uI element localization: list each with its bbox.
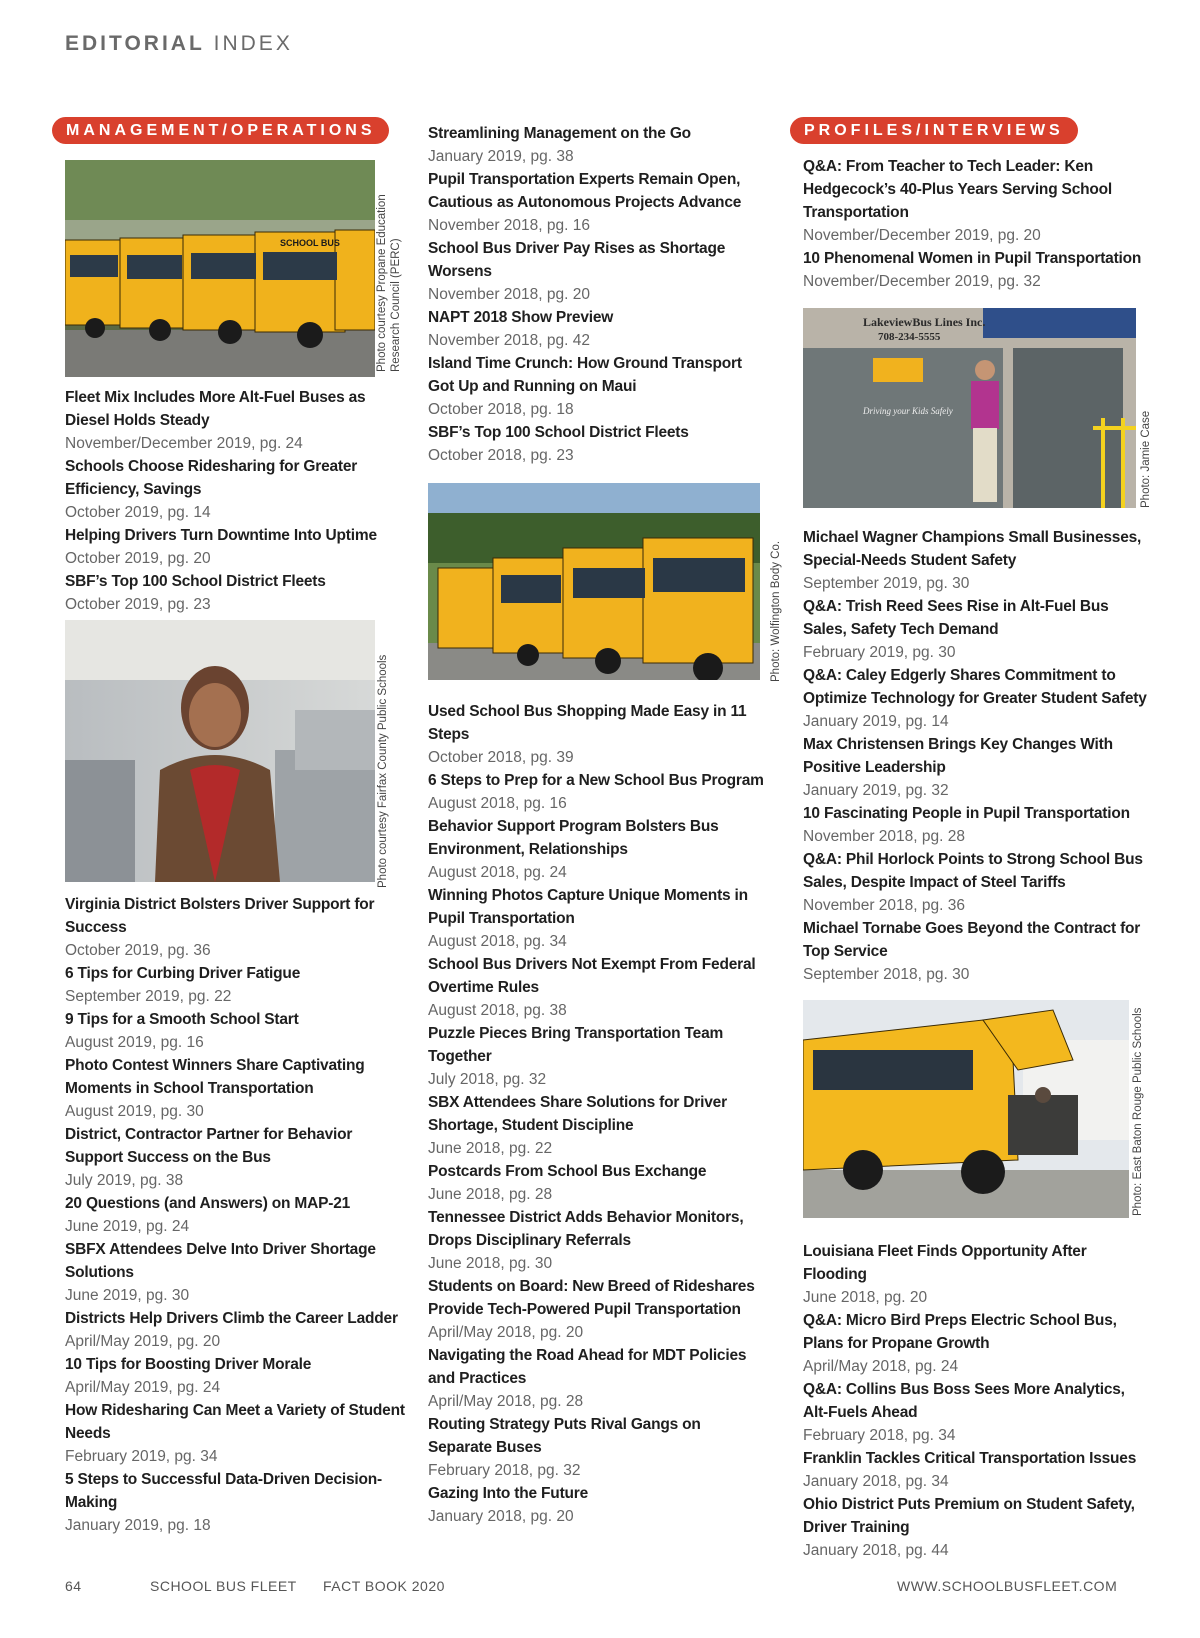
list-item[interactable] <box>428 953 768 1022</box>
list-item[interactable] <box>65 1192 410 1238</box>
entry-date: August 2019, pg. 30 <box>65 1103 204 1120</box>
list-item[interactable] <box>65 570 410 616</box>
list-profiles-b <box>803 526 1153 986</box>
list-item[interactable] <box>65 1353 410 1399</box>
entry-date: February 2018, pg. 32 <box>428 1462 581 1479</box>
list-item[interactable] <box>803 595 1153 664</box>
list-item[interactable] <box>803 526 1153 595</box>
list-item[interactable] <box>65 1307 410 1353</box>
entry-date: April/May 2019, pg. 20 <box>65 1333 221 1350</box>
entry-date: November 2018, pg. 28 <box>803 828 965 845</box>
list-item[interactable] <box>428 1206 768 1275</box>
section-label-management: MANAGEMENT/OPERATIONS <box>52 117 389 144</box>
entry-date: January 2019, pg. 38 <box>428 148 574 165</box>
photo-bus-fleet <box>65 160 375 377</box>
photo-credit-perc-line2: Research Council (PERC) <box>390 238 402 372</box>
list-management-b <box>65 893 410 1537</box>
entry-date: January 2019, pg. 14 <box>803 713 949 730</box>
entry-title: Max Christensen Brings Key Changes With Positive Leadership <box>803 736 1113 776</box>
entry-title: Districts Help Drivers Climb the Career Ladder <box>65 1310 398 1327</box>
entry-title: 10 Phenomenal Women in Pupil Transportation <box>803 250 1142 267</box>
list-item[interactable] <box>428 237 758 306</box>
entry-date: October 2019, pg. 20 <box>65 550 211 567</box>
list-item[interactable] <box>428 1413 768 1482</box>
photo-credit-jamie-case: Photo: Jamie Case <box>1140 410 1152 508</box>
header-bold: EDITORIAL <box>65 32 205 55</box>
entry-date: January 2018, pg. 34 <box>803 1473 949 1490</box>
entry-title: SBF’s Top 100 School District Fleets <box>428 424 689 441</box>
entry-date: January 2018, pg. 44 <box>803 1542 949 1559</box>
list-profiles-c <box>803 1240 1153 1562</box>
list-item[interactable] <box>65 524 410 570</box>
entry-date: July 2018, pg. 32 <box>428 1071 547 1088</box>
list-item[interactable] <box>428 421 758 467</box>
entry-title: Fleet Mix Includes More Alt-Fuel Buses as Diesel Holds Steady <box>65 389 366 429</box>
entry-date: February 2019, pg. 30 <box>803 644 956 661</box>
list-item[interactable] <box>428 1482 768 1528</box>
list-item[interactable] <box>428 815 768 884</box>
list-item[interactable] <box>65 455 410 524</box>
list-item[interactable] <box>428 884 768 953</box>
entry-title: Q&A: Phil Horlock Points to Strong School Bus Sales, Despite Impact of Steel Tariffs <box>803 851 1143 891</box>
entry-title: Q&A: Trish Reed Sees Rise in Alt-Fuel Bus Sales, Safety Tech Demand <box>803 598 1109 638</box>
list-item[interactable] <box>803 1378 1153 1447</box>
entry-title: Q&A: Caley Edgerly Shares Commitment to Optimize Technology for Greater Student Safety <box>803 667 1147 707</box>
list-item[interactable] <box>65 1468 410 1537</box>
entry-date: November/December 2019, pg. 24 <box>65 435 303 452</box>
entry-title: Franklin Tackles Critical Transportation Issues <box>803 1450 1137 1467</box>
entry-date: August 2019, pg. 16 <box>65 1034 204 1051</box>
photo-man-at-storefront <box>803 308 1136 508</box>
list-item[interactable] <box>65 893 410 962</box>
storefront-phone-text: 708-234-5555 <box>878 331 941 343</box>
photo-woman-on-bus <box>65 620 375 882</box>
entry-date: August 2018, pg. 24 <box>428 864 567 881</box>
storefront-sign-text: LakeviewBus Lines Inc. <box>863 315 986 329</box>
list-item[interactable] <box>803 802 1153 848</box>
list-management-c <box>428 122 758 467</box>
entry-date: October 2018, pg. 23 <box>428 447 574 464</box>
entry-date: September 2018, pg. 30 <box>803 966 970 983</box>
entry-title: School Bus Drivers Not Exempt From Federal Overtime Rules <box>428 956 756 996</box>
entry-date: June 2018, pg. 30 <box>428 1255 553 1272</box>
list-item[interactable] <box>803 1447 1153 1493</box>
photo-credit-fairfax: Photo courtesy Fairfax County Public Schools <box>377 654 389 888</box>
list-item[interactable] <box>428 1344 768 1413</box>
entry-title: Winning Photos Capture Unique Moments in Pupil Transportation <box>428 887 748 927</box>
entry-title: Ohio District Puts Premium on Student Safety, Driver Training <box>803 1496 1135 1536</box>
list-item[interactable] <box>428 122 758 168</box>
list-item[interactable] <box>428 769 768 815</box>
list-management-a <box>65 386 410 616</box>
footer-magazine: SCHOOL BUS FLEET <box>150 1578 297 1594</box>
footer-url[interactable]: WWW.SCHOOLBUSFLEET.COM <box>897 1578 1118 1594</box>
entry-title: Postcards From School Bus Exchange <box>428 1163 707 1180</box>
entry-title: 5 Steps to Successful Data-Driven Decision-Making <box>65 1471 382 1511</box>
entry-date: November/December 2019, pg. 32 <box>803 273 1041 290</box>
entry-title: Q&A: From Teacher to Tech Leader: Ken Hedgecock’s 40-Plus Years Serving School Transportation <box>803 158 1113 221</box>
entry-date: August 2018, pg. 16 <box>428 795 567 812</box>
entry-title: Behavior Support Program Bolsters Bus Environment, Relationships <box>428 818 719 858</box>
entry-date: June 2018, pg. 28 <box>428 1186 553 1203</box>
entry-title: 6 Steps to Prep for a New School Bus Program <box>428 772 764 789</box>
list-item[interactable] <box>428 306 758 352</box>
list-item[interactable] <box>65 1399 410 1468</box>
entry-title: 6 Tips for Curbing Driver Fatigue <box>65 965 301 982</box>
list-item[interactable] <box>803 1240 1153 1309</box>
entry-date: September 2019, pg. 22 <box>65 988 232 1005</box>
list-item[interactable] <box>803 848 1153 917</box>
entry-title: Michael Wagner Champions Small Businesses, Special-Needs Student Safety <box>803 529 1142 569</box>
list-item[interactable] <box>428 352 758 421</box>
entry-date: April/May 2018, pg. 28 <box>428 1393 584 1410</box>
page-header <box>65 32 293 56</box>
entry-date: January 2019, pg. 32 <box>803 782 949 799</box>
list-item[interactable] <box>803 733 1153 802</box>
entry-date: November 2018, pg. 16 <box>428 217 590 234</box>
list-item[interactable] <box>65 1008 410 1054</box>
list-item[interactable] <box>803 247 1153 293</box>
list-item[interactable] <box>65 1238 410 1307</box>
entry-date: August 2018, pg. 34 <box>428 933 567 950</box>
entry-date: April/May 2018, pg. 24 <box>803 1358 959 1375</box>
entry-title: 10 Tips for Boosting Driver Morale <box>65 1356 312 1373</box>
list-item[interactable] <box>428 168 758 237</box>
entry-date: October 2019, pg. 14 <box>65 504 211 521</box>
list-item[interactable] <box>428 700 768 769</box>
buses-wolfington-illustration <box>428 483 760 680</box>
list-item[interactable] <box>803 1493 1153 1562</box>
woman-on-bus-illustration <box>65 620 375 882</box>
photo-credit-perc-line1: Photo courtesy Propane Education <box>376 194 388 372</box>
entry-title: Streamlining Management on the Go <box>428 125 691 142</box>
photo-buses-wolfington <box>428 483 760 680</box>
entry-title: School Bus Driver Pay Rises as Shortage Worsens <box>428 240 726 280</box>
entry-title: Island Time Crunch: How Ground Transport Got Up and Running on Maui <box>428 355 742 395</box>
list-item[interactable] <box>803 664 1153 733</box>
entry-title: Schools Choose Ridesharing for Greater Efficiency, Savings <box>65 458 358 498</box>
entry-title: 10 Fascinating People in Pupil Transportation <box>803 805 1130 822</box>
entry-date: August 2018, pg. 38 <box>428 1002 567 1019</box>
entry-title: SBF’s Top 100 School District Fleets <box>65 573 326 590</box>
man-at-storefront-illustration <box>803 308 1136 508</box>
footer-issue: FACT BOOK 2020 <box>323 1578 445 1594</box>
entry-date: January 2019, pg. 18 <box>65 1517 211 1534</box>
entry-title: Pupil Transportation Experts Remain Open, Cautious as Autonomous Projects Advance <box>428 171 742 211</box>
list-item[interactable] <box>65 962 410 1008</box>
entry-title: Q&A: Collins Bus Boss Sees More Analytics, Alt-Fuels Ahead <box>803 1381 1125 1421</box>
entry-date: April/May 2019, pg. 24 <box>65 1379 221 1396</box>
entry-date: June 2018, pg. 20 <box>803 1289 928 1306</box>
entry-title: Helping Drivers Turn Downtime Into Uptime <box>65 527 377 544</box>
entry-date: June 2018, pg. 22 <box>428 1140 553 1157</box>
entry-date: June 2019, pg. 24 <box>65 1218 190 1235</box>
entry-date: November/December 2019, pg. 20 <box>803 227 1041 244</box>
entry-date: November 2018, pg. 42 <box>428 332 590 349</box>
bus-sign-text: SCHOOL BUS <box>280 238 340 248</box>
entry-date: April/May 2018, pg. 20 <box>428 1324 584 1341</box>
entry-title: Tennessee District Adds Behavior Monitors, Drops Disciplinary Referrals <box>428 1209 744 1249</box>
entry-date: November 2018, pg. 36 <box>803 897 965 914</box>
list-profiles-a <box>803 155 1153 293</box>
list-item[interactable] <box>428 1275 768 1344</box>
entry-title: Virginia District Bolsters Driver Support for Success <box>65 896 375 936</box>
entry-title: Students on Board: New Breed of Rideshares Provide Tech-Powered Pupil Transportation <box>428 1278 755 1318</box>
list-item[interactable] <box>803 155 1153 247</box>
list-item[interactable] <box>803 1309 1153 1378</box>
entry-date: October 2018, pg. 39 <box>428 749 574 766</box>
photo-credit-perc <box>375 194 403 372</box>
entry-date: February 2019, pg. 34 <box>65 1448 218 1465</box>
section-label-profiles: PROFILES/INTERVIEWS <box>790 117 1078 144</box>
bus-fleet-illustration <box>65 160 375 377</box>
entry-title: Photo Contest Winners Share Captivating Moments in School Transportation <box>65 1057 365 1097</box>
entry-title: Routing Strategy Puts Rival Gangs on Separate Buses <box>428 1416 701 1456</box>
entry-title: District, Contractor Partner for Behavior Support Success on the Bus <box>65 1126 353 1166</box>
entry-title: Used School Bus Shopping Made Easy in 11 Steps <box>428 703 747 743</box>
entry-date: June 2019, pg. 30 <box>65 1287 190 1304</box>
photo-credit-ebr: Photo: East Baton Rouge Public Schools <box>1132 1007 1144 1216</box>
list-management-d <box>428 700 768 1528</box>
photo-bus-repair <box>803 1000 1129 1218</box>
entry-title: SBFX Attendees Delve Into Driver Shortage Solutions <box>65 1241 376 1281</box>
storefront-window-text: Driving your Kids Safely <box>863 406 953 416</box>
entry-date: November 2018, pg. 20 <box>428 286 590 303</box>
list-item[interactable] <box>428 1160 768 1206</box>
list-item[interactable] <box>428 1022 768 1091</box>
entry-title: 9 Tips for a Smooth School Start <box>65 1011 299 1028</box>
bus-repair-illustration <box>803 1000 1129 1218</box>
entry-date: January 2018, pg. 20 <box>428 1508 574 1525</box>
entry-date: February 2018, pg. 34 <box>803 1427 956 1444</box>
list-item[interactable] <box>65 1054 410 1123</box>
entry-title: Michael Tornabe Goes Beyond the Contract for Top Service <box>803 920 1141 960</box>
entry-title: Puzzle Pieces Bring Transportation Team Together <box>428 1025 724 1065</box>
list-item[interactable] <box>65 1123 410 1192</box>
entry-title: NAPT 2018 Show Preview <box>428 309 614 326</box>
header-light: INDEX <box>213 32 293 55</box>
entry-date: October 2018, pg. 18 <box>428 401 574 418</box>
list-item[interactable] <box>65 386 410 455</box>
page-number: 64 <box>65 1578 82 1594</box>
entry-title: Louisiana Fleet Finds Opportunity After Flooding <box>803 1243 1087 1283</box>
photo-credit-wolfington: Photo: Wolfington Body Co. <box>770 540 782 682</box>
entry-title: Q&A: Micro Bird Preps Electric School Bus, Plans for Propane Growth <box>803 1312 1117 1352</box>
entry-date: July 2019, pg. 38 <box>65 1172 184 1189</box>
list-item[interactable] <box>428 1091 768 1160</box>
entry-title: SBX Attendees Share Solutions for Driver Shortage, Student Discipline <box>428 1094 727 1134</box>
entry-date: September 2019, pg. 30 <box>803 575 970 592</box>
entry-title: 20 Questions (and Answers) on MAP-21 <box>65 1195 351 1212</box>
entry-title: Navigating the Road Ahead for MDT Policies and Practices <box>428 1347 747 1387</box>
entry-title: How Ridesharing Can Meet a Variety of Student Needs <box>65 1402 405 1442</box>
list-item[interactable] <box>803 917 1153 986</box>
entry-title: Gazing Into the Future <box>428 1485 589 1502</box>
entry-date: October 2019, pg. 23 <box>65 596 211 613</box>
entry-date: October 2019, pg. 36 <box>65 942 211 959</box>
